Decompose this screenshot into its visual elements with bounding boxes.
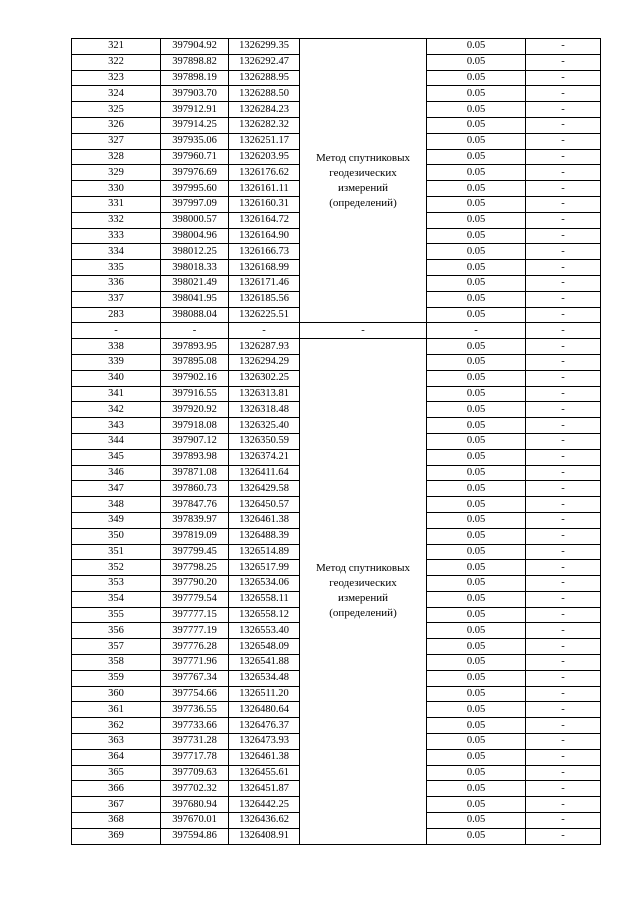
accuracy-cell: 0.05	[427, 149, 526, 165]
point-number-cell: 323	[72, 70, 161, 86]
accuracy-cell: 0.05	[427, 765, 526, 781]
separator-cell: -	[427, 323, 526, 339]
point-number-cell: 361	[72, 702, 161, 718]
point-number-cell: 329	[72, 165, 161, 181]
point-number-cell: 347	[72, 481, 161, 497]
method-text-line: (определений)	[329, 607, 397, 620]
table-row	[72, 39, 601, 55]
accuracy-cell: 0.05	[427, 275, 526, 291]
y-coordinate-cell: 1326251.17	[229, 133, 300, 149]
x-coordinate-cell: 397860.73	[161, 481, 229, 497]
point-number-cell: 342	[72, 402, 161, 418]
y-coordinate-cell: 1326164.90	[229, 228, 300, 244]
accuracy-cell: 0.05	[427, 544, 526, 560]
x-coordinate-cell: 397777.19	[161, 623, 229, 639]
y-coordinate-cell: 1326299.35	[229, 39, 300, 55]
point-number-cell: 345	[72, 449, 161, 465]
point-number-cell: 358	[72, 655, 161, 671]
note-cell: -	[526, 370, 601, 386]
x-coordinate-cell: 398012.25	[161, 244, 229, 260]
point-number-cell: 333	[72, 228, 161, 244]
coordinates-table	[71, 38, 601, 845]
note-cell: -	[526, 244, 601, 260]
note-cell: -	[526, 607, 601, 623]
y-coordinate-cell: 1326185.56	[229, 291, 300, 307]
x-coordinate-cell: 397790.20	[161, 576, 229, 592]
accuracy-cell: 0.05	[427, 339, 526, 355]
note-cell: -	[526, 133, 601, 149]
note-cell: -	[526, 449, 601, 465]
accuracy-cell: 0.05	[427, 402, 526, 418]
note-cell: -	[526, 402, 601, 418]
x-coordinate-cell: 397903.70	[161, 86, 229, 102]
x-coordinate-cell: 397960.71	[161, 149, 229, 165]
x-coordinate-cell: 398000.57	[161, 212, 229, 228]
coordinates-table-body	[72, 39, 601, 845]
method-cell	[300, 339, 427, 845]
point-number-cell: 332	[72, 212, 161, 228]
note-cell: -	[526, 196, 601, 212]
note-cell: -	[526, 702, 601, 718]
note-cell: -	[526, 465, 601, 481]
accuracy-cell: 0.05	[427, 228, 526, 244]
y-coordinate-cell: 1326461.38	[229, 749, 300, 765]
note-cell: -	[526, 70, 601, 86]
y-coordinate-cell: 1326436.62	[229, 813, 300, 829]
x-coordinate-cell: 397771.96	[161, 655, 229, 671]
note-cell: -	[526, 307, 601, 323]
x-coordinate-cell: 397893.98	[161, 449, 229, 465]
point-number-cell: 351	[72, 544, 161, 560]
note-cell: -	[526, 481, 601, 497]
x-coordinate-cell: 397767.34	[161, 670, 229, 686]
x-coordinate-cell: 397702.32	[161, 781, 229, 797]
point-number-cell: 340	[72, 370, 161, 386]
note-cell: -	[526, 165, 601, 181]
point-number-cell: 348	[72, 497, 161, 513]
x-coordinate-cell: 397935.06	[161, 133, 229, 149]
y-coordinate-cell: 1326558.12	[229, 607, 300, 623]
x-coordinate-cell: 397912.91	[161, 102, 229, 118]
point-number-cell: 353	[72, 576, 161, 592]
note-cell: -	[526, 354, 601, 370]
separator-cell: -	[161, 323, 229, 339]
y-coordinate-cell: 1326318.48	[229, 402, 300, 418]
table-row	[72, 339, 601, 355]
y-coordinate-cell: 1326374.21	[229, 449, 300, 465]
note-cell: -	[526, 54, 601, 70]
note-cell: -	[526, 86, 601, 102]
point-number-cell: 367	[72, 797, 161, 813]
x-coordinate-cell: 397736.55	[161, 702, 229, 718]
separator-cell: -	[229, 323, 300, 339]
accuracy-cell: 0.05	[427, 86, 526, 102]
x-coordinate-cell: 397847.76	[161, 497, 229, 513]
x-coordinate-cell: 397895.08	[161, 354, 229, 370]
point-number-cell: 357	[72, 639, 161, 655]
note-cell: -	[526, 765, 601, 781]
y-coordinate-cell: 1326451.87	[229, 781, 300, 797]
method-text-line: Метод спутниковых	[316, 151, 410, 164]
method-text-line: измерений	[338, 181, 388, 194]
accuracy-cell: 0.05	[427, 354, 526, 370]
accuracy-cell: 0.05	[427, 196, 526, 212]
y-coordinate-cell: 1326288.95	[229, 70, 300, 86]
note-cell: -	[526, 639, 601, 655]
method-text-line: измерений	[338, 592, 388, 605]
accuracy-cell: 0.05	[427, 718, 526, 734]
accuracy-cell: 0.05	[427, 639, 526, 655]
separator-cell: -	[300, 323, 427, 339]
note-cell: -	[526, 655, 601, 671]
point-number-cell: 366	[72, 781, 161, 797]
x-coordinate-cell: 397904.92	[161, 39, 229, 55]
note-cell: -	[526, 797, 601, 813]
separator-row	[72, 323, 601, 339]
y-coordinate-cell: 1326541.88	[229, 655, 300, 671]
note-cell: -	[526, 781, 601, 797]
y-coordinate-cell: 1326442.25	[229, 797, 300, 813]
note-cell: -	[526, 291, 601, 307]
note-cell: -	[526, 591, 601, 607]
method-cell	[300, 39, 427, 323]
accuracy-cell: 0.05	[427, 70, 526, 86]
note-cell: -	[526, 670, 601, 686]
x-coordinate-cell: 397776.28	[161, 639, 229, 655]
accuracy-cell: 0.05	[427, 54, 526, 70]
point-number-cell: 350	[72, 528, 161, 544]
note-cell: -	[526, 386, 601, 402]
y-coordinate-cell: 1326166.73	[229, 244, 300, 260]
x-coordinate-cell: 397798.25	[161, 560, 229, 576]
point-number-cell: 321	[72, 39, 161, 55]
x-coordinate-cell: 397914.25	[161, 117, 229, 133]
accuracy-cell: 0.05	[427, 133, 526, 149]
y-coordinate-cell: 1326514.89	[229, 544, 300, 560]
accuracy-cell: 0.05	[427, 117, 526, 133]
accuracy-cell: 0.05	[427, 623, 526, 639]
accuracy-cell: 0.05	[427, 418, 526, 434]
y-coordinate-cell: 1326288.50	[229, 86, 300, 102]
y-coordinate-cell: 1326171.46	[229, 275, 300, 291]
x-coordinate-cell: 397733.66	[161, 718, 229, 734]
point-number-cell: 341	[72, 386, 161, 402]
note-cell: -	[526, 102, 601, 118]
method-text-line: Метод спутниковых	[316, 562, 410, 575]
y-coordinate-cell: 1326160.31	[229, 196, 300, 212]
y-coordinate-cell: 1326488.39	[229, 528, 300, 544]
note-cell: -	[526, 339, 601, 355]
point-number-cell: 338	[72, 339, 161, 355]
accuracy-cell: 0.05	[427, 449, 526, 465]
x-coordinate-cell: 397995.60	[161, 181, 229, 197]
x-coordinate-cell: 397898.19	[161, 70, 229, 86]
x-coordinate-cell: 397799.45	[161, 544, 229, 560]
point-number-cell: 334	[72, 244, 161, 260]
point-number-cell: 352	[72, 560, 161, 576]
y-coordinate-cell: 1326292.47	[229, 54, 300, 70]
point-number-cell: 354	[72, 591, 161, 607]
accuracy-cell: 0.05	[427, 813, 526, 829]
point-number-cell: 356	[72, 623, 161, 639]
point-number-cell: 327	[72, 133, 161, 149]
x-coordinate-cell: 397819.09	[161, 528, 229, 544]
y-coordinate-cell: 1326476.37	[229, 718, 300, 734]
point-number-cell: 364	[72, 749, 161, 765]
note-cell: -	[526, 275, 601, 291]
point-number-cell: 363	[72, 734, 161, 750]
note-cell: -	[526, 433, 601, 449]
method-text-line: геодезических	[329, 166, 397, 179]
point-number-cell: 344	[72, 433, 161, 449]
y-coordinate-cell: 1326548.09	[229, 639, 300, 655]
accuracy-cell: 0.05	[427, 528, 526, 544]
y-coordinate-cell: 1326284.23	[229, 102, 300, 118]
x-coordinate-cell: 397871.08	[161, 465, 229, 481]
accuracy-cell: 0.05	[427, 481, 526, 497]
accuracy-cell: 0.05	[427, 497, 526, 513]
point-number-cell: 346	[72, 465, 161, 481]
point-number-cell: 359	[72, 670, 161, 686]
accuracy-cell: 0.05	[427, 576, 526, 592]
x-coordinate-cell: 397902.16	[161, 370, 229, 386]
accuracy-cell: 0.05	[427, 165, 526, 181]
note-cell: -	[526, 212, 601, 228]
accuracy-cell: 0.05	[427, 797, 526, 813]
y-coordinate-cell: 1326282.32	[229, 117, 300, 133]
accuracy-cell: 0.05	[427, 655, 526, 671]
x-coordinate-cell: 397594.86	[161, 828, 229, 844]
x-coordinate-cell: 397907.12	[161, 433, 229, 449]
y-coordinate-cell: 1326313.81	[229, 386, 300, 402]
y-coordinate-cell: 1326534.48	[229, 670, 300, 686]
point-number-cell: 328	[72, 149, 161, 165]
accuracy-cell: 0.05	[427, 512, 526, 528]
point-number-cell: 322	[72, 54, 161, 70]
accuracy-cell: 0.05	[427, 181, 526, 197]
accuracy-cell: 0.05	[427, 607, 526, 623]
point-number-cell: 324	[72, 86, 161, 102]
note-cell: -	[526, 560, 601, 576]
accuracy-cell: 0.05	[427, 560, 526, 576]
accuracy-cell: 0.05	[427, 307, 526, 323]
note-cell: -	[526, 576, 601, 592]
point-number-cell: 326	[72, 117, 161, 133]
x-coordinate-cell: 397839.97	[161, 512, 229, 528]
note-cell: -	[526, 686, 601, 702]
x-coordinate-cell: 397709.63	[161, 765, 229, 781]
point-number-cell: 336	[72, 275, 161, 291]
y-coordinate-cell: 1326287.93	[229, 339, 300, 355]
note-cell: -	[526, 181, 601, 197]
x-coordinate-cell: 397893.95	[161, 339, 229, 355]
accuracy-cell: 0.05	[427, 102, 526, 118]
y-coordinate-cell: 1326429.58	[229, 481, 300, 497]
point-number-cell: 330	[72, 181, 161, 197]
x-coordinate-cell: 397754.66	[161, 686, 229, 702]
x-coordinate-cell: 397918.08	[161, 418, 229, 434]
point-number-cell: 325	[72, 102, 161, 118]
y-coordinate-cell: 1326302.25	[229, 370, 300, 386]
note-cell: -	[526, 117, 601, 133]
y-coordinate-cell: 1326176.62	[229, 165, 300, 181]
y-coordinate-cell: 1326461.38	[229, 512, 300, 528]
x-coordinate-cell: 397670.01	[161, 813, 229, 829]
x-coordinate-cell: 397976.69	[161, 165, 229, 181]
x-coordinate-cell: 398041.95	[161, 291, 229, 307]
accuracy-cell: 0.05	[427, 244, 526, 260]
x-coordinate-cell: 397777.15	[161, 607, 229, 623]
y-coordinate-cell: 1326325.40	[229, 418, 300, 434]
y-coordinate-cell: 1326534.06	[229, 576, 300, 592]
x-coordinate-cell: 397898.82	[161, 54, 229, 70]
note-cell: -	[526, 528, 601, 544]
accuracy-cell: 0.05	[427, 260, 526, 276]
accuracy-cell: 0.05	[427, 370, 526, 386]
note-cell: -	[526, 39, 601, 55]
x-coordinate-cell: 397920.92	[161, 402, 229, 418]
y-coordinate-cell: 1326473.93	[229, 734, 300, 750]
y-coordinate-cell: 1326511.20	[229, 686, 300, 702]
accuracy-cell: 0.05	[427, 670, 526, 686]
note-cell: -	[526, 749, 601, 765]
y-coordinate-cell: 1326480.64	[229, 702, 300, 718]
note-cell: -	[526, 149, 601, 165]
note-cell: -	[526, 544, 601, 560]
note-cell: -	[526, 497, 601, 513]
separator-cell: -	[72, 323, 161, 339]
x-coordinate-cell: 398088.04	[161, 307, 229, 323]
method-text-line: геодезических	[329, 577, 397, 590]
y-coordinate-cell: 1326455.61	[229, 765, 300, 781]
x-coordinate-cell: 397717.78	[161, 749, 229, 765]
y-coordinate-cell: 1326294.29	[229, 354, 300, 370]
point-number-cell: 337	[72, 291, 161, 307]
accuracy-cell: 0.05	[427, 465, 526, 481]
x-coordinate-cell: 398021.49	[161, 275, 229, 291]
note-cell: -	[526, 734, 601, 750]
y-coordinate-cell: 1326517.99	[229, 560, 300, 576]
point-number-cell: 283	[72, 307, 161, 323]
accuracy-cell: 0.05	[427, 702, 526, 718]
x-coordinate-cell: 397779.54	[161, 591, 229, 607]
note-cell: -	[526, 228, 601, 244]
accuracy-cell: 0.05	[427, 781, 526, 797]
point-number-cell: 369	[72, 828, 161, 844]
separator-cell: -	[526, 323, 601, 339]
y-coordinate-cell: 1326411.64	[229, 465, 300, 481]
method-text-line: (определений)	[329, 196, 397, 209]
note-cell: -	[526, 813, 601, 829]
y-coordinate-cell: 1326203.95	[229, 149, 300, 165]
point-number-cell: 331	[72, 196, 161, 212]
note-cell: -	[526, 718, 601, 734]
y-coordinate-cell: 1326450.57	[229, 497, 300, 513]
accuracy-cell: 0.05	[427, 734, 526, 750]
note-cell: -	[526, 828, 601, 844]
accuracy-cell: 0.05	[427, 433, 526, 449]
y-coordinate-cell: 1326161.11	[229, 181, 300, 197]
y-coordinate-cell: 1326164.72	[229, 212, 300, 228]
y-coordinate-cell: 1326225.51	[229, 307, 300, 323]
note-cell: -	[526, 418, 601, 434]
point-number-cell: 360	[72, 686, 161, 702]
accuracy-cell: 0.05	[427, 749, 526, 765]
note-cell: -	[526, 623, 601, 639]
y-coordinate-cell: 1326168.99	[229, 260, 300, 276]
x-coordinate-cell: 397916.55	[161, 386, 229, 402]
accuracy-cell: 0.05	[427, 39, 526, 55]
note-cell: -	[526, 512, 601, 528]
accuracy-cell: 0.05	[427, 591, 526, 607]
y-coordinate-cell: 1326553.40	[229, 623, 300, 639]
y-coordinate-cell: 1326558.11	[229, 591, 300, 607]
note-cell: -	[526, 260, 601, 276]
accuracy-cell: 0.05	[427, 212, 526, 228]
y-coordinate-cell: 1326350.59	[229, 433, 300, 449]
point-number-cell: 339	[72, 354, 161, 370]
accuracy-cell: 0.05	[427, 686, 526, 702]
point-number-cell: 362	[72, 718, 161, 734]
point-number-cell: 355	[72, 607, 161, 623]
point-number-cell: 343	[72, 418, 161, 434]
accuracy-cell: 0.05	[427, 386, 526, 402]
x-coordinate-cell: 398018.33	[161, 260, 229, 276]
accuracy-cell: 0.05	[427, 828, 526, 844]
x-coordinate-cell: 397997.09	[161, 196, 229, 212]
point-number-cell: 365	[72, 765, 161, 781]
x-coordinate-cell: 397680.94	[161, 797, 229, 813]
point-number-cell: 368	[72, 813, 161, 829]
y-coordinate-cell: 1326408.91	[229, 828, 300, 844]
accuracy-cell: 0.05	[427, 291, 526, 307]
x-coordinate-cell: 397731.28	[161, 734, 229, 750]
x-coordinate-cell: 398004.96	[161, 228, 229, 244]
point-number-cell: 335	[72, 260, 161, 276]
point-number-cell: 349	[72, 512, 161, 528]
